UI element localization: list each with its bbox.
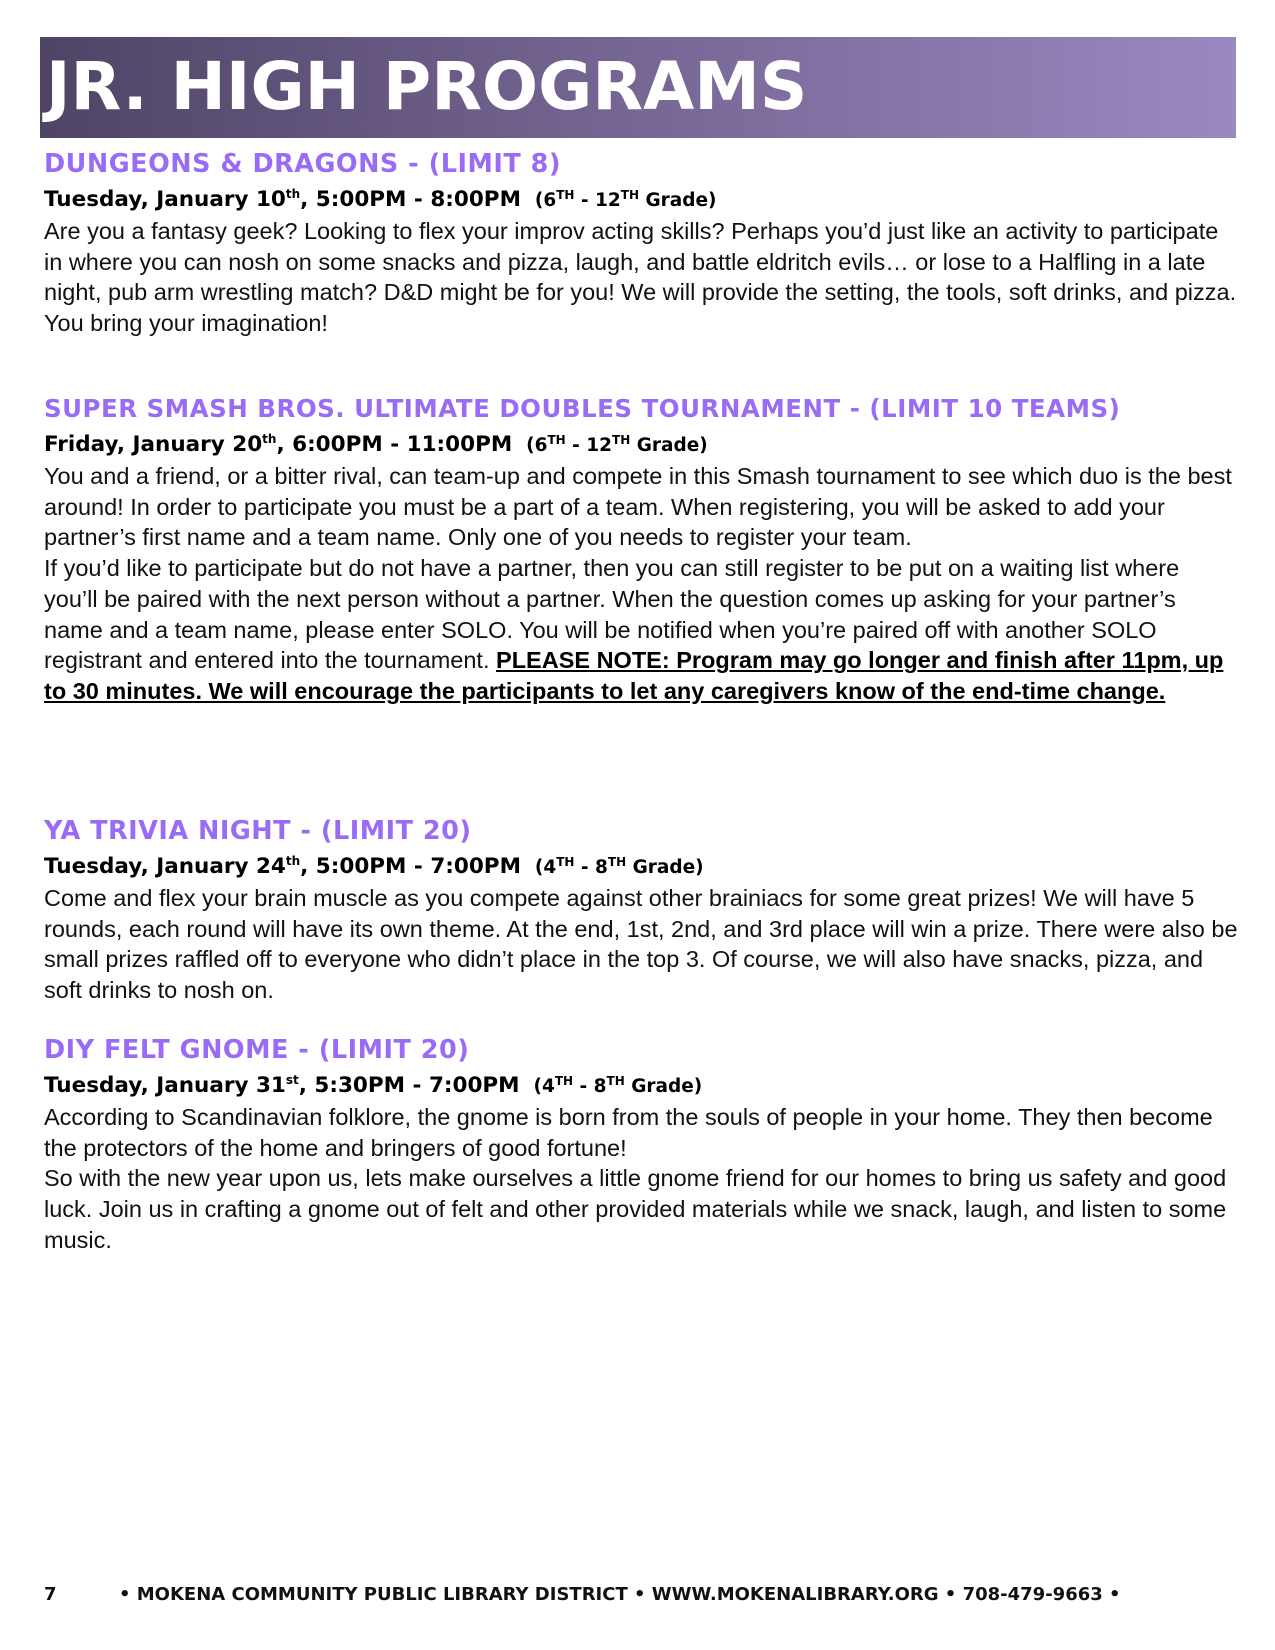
program-description: Come and flex your brain muscle as you compete against other brainiacs for some great prizes! We will have 5 rounds, each round will have its own theme. At the end, 1st, 2nd, and 3rd place will win a prize. There were also be small prizes raffled off to everyone who didn’t place in the top 3. Of course, we will also have snacks, pizza, and soft drinks to nosh on. (44, 885, 1238, 1004)
program-heading: DIY FELT GNOME - (LIMIT 20) (44, 1035, 470, 1065)
program-description: According to Scandinavian folklore, the gnome is born from the souls of people in your home. They then become the protectors of the home and bringers of good fortune! (44, 1104, 1213, 1161)
program-date-time: Friday, January 20th, 6:00PM - 11:00PM (6TH - 12TH Grade) (44, 431, 708, 457)
page-banner (40, 37, 1236, 138)
program-date-time: Tuesday, January 31st, 5:30PM - 7:00PM (4TH - 8TH Grade) (44, 1072, 703, 1098)
program-description: You and a friend, or a bitter rival, can team-up and compete in this Smash tournament to see which duo is the best around! In order to participate you must be a part of a team. When registering, you will be asked to add your partner’s first name and a team name. Only one of you needs to register your team. (44, 463, 1232, 551)
program-description: Are you a fantasy geek? Looking to flex your improv acting skills? Perhaps you’d just like an activity to participate in where you can nosh on some snacks and pizza, laugh, and battle eldritch evils… or lose to a Halfling in a late night, pub arm wrestling match? D&D might be for you! We will provide the setting, the tools, soft drinks, and pizza. You bring your imagination! (44, 218, 1237, 337)
program-description-continued: So with the new year upon us, lets make ourselves a little gnome friend for our homes to bring us safety and good luck. Join us in crafting a gnome out of felt and other provided materials while we snack, laugh, and listen to some music. (44, 1165, 1227, 1253)
program-heading: YA TRIVIA NIGHT - (LIMIT 20) (44, 816, 472, 846)
page-number: 7 (44, 1584, 57, 1605)
program-heading: DUNGEONS & DRAGONS - (LIMIT 8) (44, 149, 562, 179)
program-date-time: Tuesday, January 10th, 5:00PM - 8:00PM (6TH - 12TH Grade) (44, 186, 717, 212)
program-smash-bros (44, 392, 1239, 707)
program-dungeons-dragons (44, 147, 1239, 339)
program-ya-trivia (44, 814, 1239, 1006)
footer-library-info: • MOKENA COMMUNITY PUBLIC LIBRARY DISTRICT • WWW.MOKENALIBRARY.ORG • 708-479-9663 • (119, 1584, 1121, 1605)
program-heading: SUPER SMASH BROS. ULTIMATE DOUBLES TOURNAMENT - (LIMIT 10 TEAMS) (44, 394, 1121, 423)
program-note: PLEASE NOTE: Program may go longer and finish after 11pm, up to 30 minutes. We will encourage the participants to let any caregivers know of the end-time change. (44, 647, 1224, 704)
page-title: JR. HIGH PROGRAMS (46, 48, 808, 125)
program-date-time: Tuesday, January 24th, 5:00PM - 7:00PM (4TH - 8TH Grade) (44, 853, 704, 879)
program-diy-felt-gnome (44, 1033, 1239, 1256)
page-footer (44, 1582, 1239, 1608)
program-description-continued: If you’d like to participate but do not have a partner, then you can still register to be put on a waiting list where you’ll be paired with the next person without a partner. When the question comes up asking for your partner’s name and a team name, please enter SOLO. You will be notified when you’re paired off with another SOLO registrant and entered into the tournament. PLEASE NOTE: Program may go longer and finish after 11pm, up to 30 minutes. We will encourage the participants to let any caregivers know of the end-time change. (44, 555, 1224, 704)
